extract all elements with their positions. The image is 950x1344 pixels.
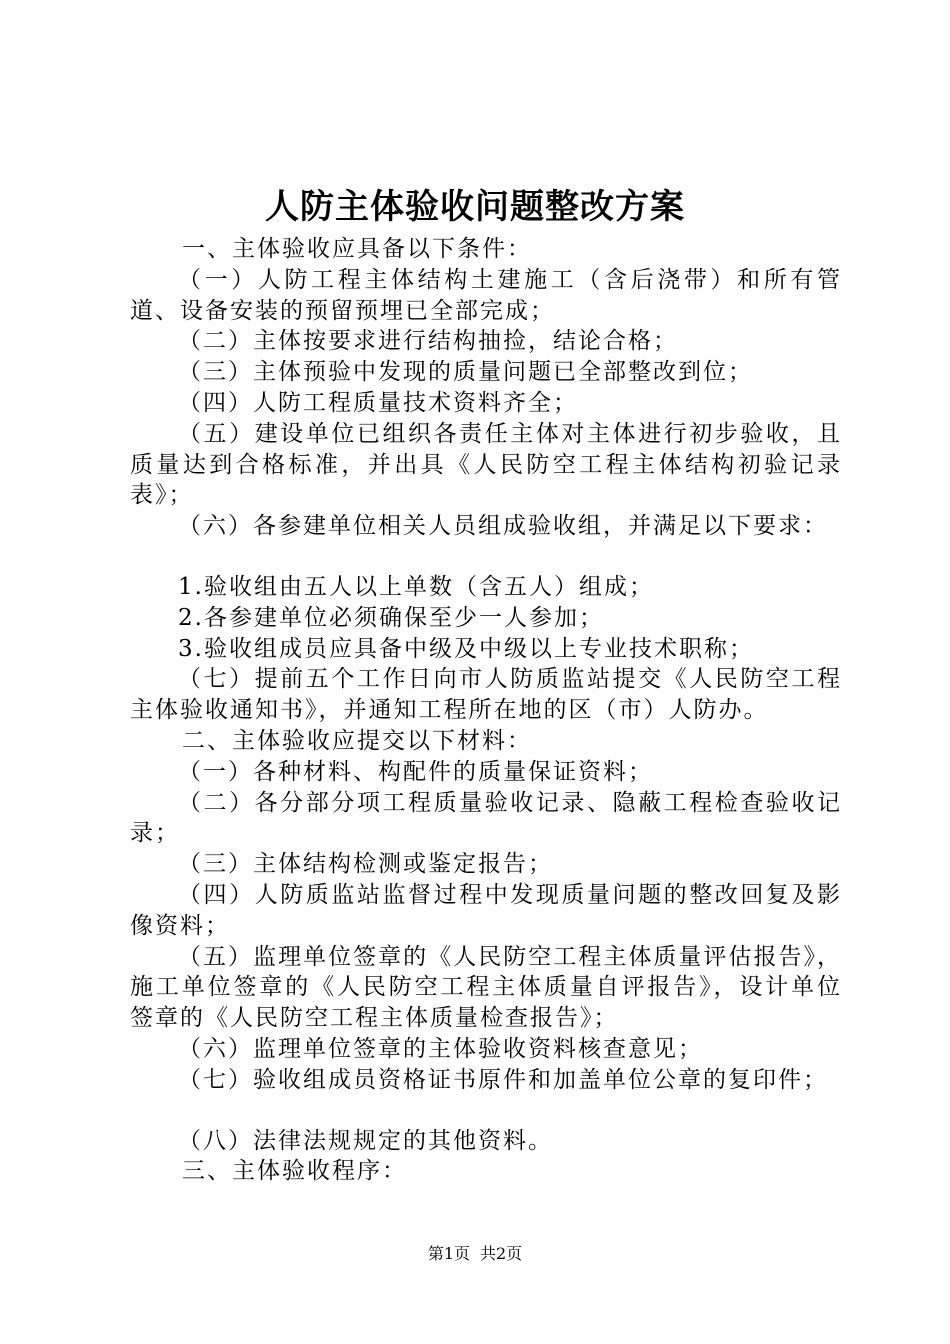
paragraph: （四）人防工程质量技术资料齐全； [178,389,578,416]
page-number: 第1页 [427,1244,470,1263]
page-total: 共2页 [480,1244,523,1263]
paragraph: （四）人防质监站监督过程中发现质量问题的整改回复及影像资料； [130,881,842,939]
paragraph: （五）建设单位已组织各责任主体对主体进行初步验收，且质量达到合格标准，并出具《人民防空工程主体结构初验记录表》； [130,420,842,509]
paragraph: （八）法律法规规定的其他资料。 [178,1127,553,1154]
section-heading-2: 二、主体验收应提交以下材料： [182,727,532,754]
paragraph: （三）主体结构检测或鉴定报告； [178,851,553,878]
paragraph: （二）各分部分项工程质量验收记录、隐蔽工程检查验收记录； [130,789,842,847]
section-heading-3: 三、主体验收程序： [182,1158,407,1185]
list-item: 1.验收组由五人以上单数（含五人）组成； [178,573,654,600]
paragraph: （一）人防工程主体结构土建施工（含后浇带）和所有管道、设备安装的预留预埋已全部完成； [130,266,842,324]
paragraph: （一）各种材料、构配件的质量保证资料； [178,758,653,785]
document-title: 人防主体验收问题整改方案 [265,187,685,227]
paragraph: （六）监理单位签章的主体验收资料核查意见； [178,1035,703,1062]
paragraph: （七）提前五个工作日向市人防质监站提交《人民防空工程主体验收通知书》，并通知工程所在地的区（市）人防办。 [130,666,842,724]
page-footer [0,1243,950,1265]
paragraph: （七）验收组成员资格证书原件和加盖单位公章的复印件； [178,1066,828,1093]
list-item: 3.验收组成员应具备中级及中级以上专业技术职称； [178,635,754,662]
section-heading-1: 一、主体验收应具备以下条件： [182,236,532,262]
paragraph: （二）主体按要求进行结构抽捡，结论合格； [178,328,678,355]
document-body [130,234,842,1187]
paragraph: （五）监理单位签章的《人民防空工程主体质量评估报告》，施工单位签章的《人民防空工程主体质量自评报告》，设计单位签章的《人民防空工程主体质量检查报告》； [130,943,842,1032]
paragraph: （六）各参建单位相关人员组成验收组，并满足以下要求： [178,513,828,540]
list-item: 2.各参建单位必须确保至少一人参加； [178,604,604,631]
paragraph: （三）主体预验中发现的质量问题已全部整改到位； [178,359,753,386]
